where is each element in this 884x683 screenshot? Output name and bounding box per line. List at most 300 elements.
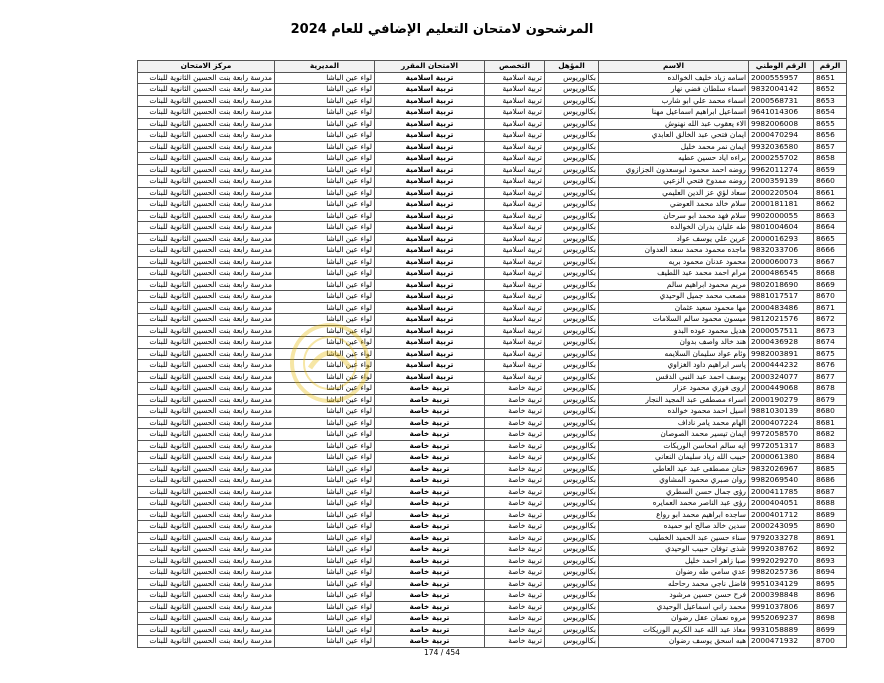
seq-cell: 8661 <box>814 187 847 199</box>
name-cell: سدين خالد صالح ابو حميده <box>599 521 749 533</box>
specialization-cell: تربية اسلامية <box>485 348 545 360</box>
seq-cell: 8652 <box>814 84 847 96</box>
seq-cell: 8678 <box>814 383 847 395</box>
qualification-cell: بكالوريوس <box>545 360 599 372</box>
exam-center-cell: مدرسة رابعة بنت الحسين الثانوية للبنات <box>138 72 275 84</box>
name-cell: روان صبري محمود المشاوي <box>599 475 749 487</box>
table-row <box>138 601 847 613</box>
exam-center-cell: مدرسة رابعة بنت الحسين الثانوية للبنات <box>138 486 275 498</box>
national-id-cell: 9881030139 <box>749 406 814 418</box>
table-row <box>138 222 847 234</box>
national-id-cell: 9982025736 <box>749 567 814 579</box>
exam-cell: تربية خاصة <box>375 475 485 487</box>
qualification-cell: بكالوريوس <box>545 337 599 349</box>
directorate-cell: لواء عين الباشا <box>275 337 375 349</box>
seq-cell: 8681 <box>814 417 847 429</box>
seq-cell: 8671 <box>814 302 847 314</box>
exam-center-cell: مدرسة رابعة بنت الحسين الثانوية للبنات <box>138 532 275 544</box>
exam-cell: تربية اسلامية <box>375 233 485 245</box>
specialization-cell: تربية خاصة <box>485 624 545 636</box>
seq-cell: 8677 <box>814 371 847 383</box>
national-id-cell: 2000470294 <box>749 130 814 142</box>
table-row <box>138 245 847 257</box>
exam-cell: تربية اسلامية <box>375 210 485 222</box>
seq-cell: 8690 <box>814 521 847 533</box>
specialization-cell: تربية خاصة <box>485 555 545 567</box>
specialization-cell: تربية خاصة <box>485 475 545 487</box>
directorate-cell: لواء عين الباشا <box>275 463 375 475</box>
exam-cell: تربية اسلامية <box>375 371 485 383</box>
qualification-cell: بكالوريوس <box>545 210 599 222</box>
directorate-cell: لواء عين الباشا <box>275 291 375 303</box>
name-cell: ماجده محمود محمد سعد العدوان <box>599 245 749 257</box>
exam-cell: تربية اسلامية <box>375 314 485 326</box>
name-cell: ياسر ابراهيم داود الغزاوي <box>599 360 749 372</box>
national-id-cell: 9801004604 <box>749 222 814 234</box>
directorate-cell: لواء عين الباشا <box>275 383 375 395</box>
exam-cell: تربية اسلامية <box>375 268 485 280</box>
table-row <box>138 118 847 130</box>
exam-center-cell: مدرسة رابعة بنت الحسين الثانوية للبنات <box>138 509 275 521</box>
directorate-cell: لواء عين الباشا <box>275 452 375 464</box>
specialization-cell: تربية اسلامية <box>485 268 545 280</box>
specialization-cell: تربية اسلامية <box>485 337 545 349</box>
name-cell: هند خالد واصف بدوان <box>599 337 749 349</box>
qualification-cell: بكالوريوس <box>545 590 599 602</box>
national-id-cell: 2000444232 <box>749 360 814 372</box>
table-row <box>138 394 847 406</box>
specialization-cell: تربية اسلامية <box>485 153 545 165</box>
page-title: المرشحون لامتحان التعليم الإضافي للعام 2024 <box>290 22 594 37</box>
qualification-cell: بكالوريوس <box>545 486 599 498</box>
table-row <box>138 187 847 199</box>
directorate-cell: لواء عين الباشا <box>275 417 375 429</box>
seq-cell: 8669 <box>814 279 847 291</box>
qualification-cell: بكالوريوس <box>545 440 599 452</box>
national-id-cell: 2000407224 <box>749 417 814 429</box>
table-row <box>138 406 847 418</box>
table-row <box>138 521 847 533</box>
exam-cell: تربية خاصة <box>375 452 485 464</box>
exam-cell: تربية خاصة <box>375 429 485 441</box>
specialization-cell: تربية خاصة <box>485 429 545 441</box>
exam-cell: تربية اسلامية <box>375 325 485 337</box>
table-row <box>138 279 847 291</box>
specialization-cell: تربية خاصة <box>485 406 545 418</box>
seq-cell: 8682 <box>814 429 847 441</box>
specialization-cell: تربية خاصة <box>485 463 545 475</box>
seq-cell: 8676 <box>814 360 847 372</box>
exam-center-cell: مدرسة رابعة بنت الحسين الثانوية للبنات <box>138 417 275 429</box>
exam-center-cell: مدرسة رابعة بنت الحسين الثانوية للبنات <box>138 187 275 199</box>
name-cell: سعاد لؤي عز الدين العليمي <box>599 187 749 199</box>
name-cell: روضه احمد محمود ابوسعدون الجزازوي <box>599 164 749 176</box>
name-cell: هبه اسحق يوسف رضوان <box>599 636 749 648</box>
table-row <box>138 291 847 303</box>
specialization-cell: تربية اسلامية <box>485 95 545 107</box>
specialization-cell: تربية اسلامية <box>485 176 545 188</box>
directorate-cell: لواء عين الباشا <box>275 567 375 579</box>
exam-cell: تربية اسلامية <box>375 107 485 119</box>
page-number: 174 / 454 <box>424 648 460 657</box>
specialization-cell: تربية خاصة <box>485 532 545 544</box>
table-row <box>138 72 847 84</box>
qualification-cell: بكالوريوس <box>545 95 599 107</box>
exam-center-cell: مدرسة رابعة بنت الحسين الثانوية للبنات <box>138 337 275 349</box>
exam-cell: تربية خاصة <box>375 578 485 590</box>
name-cell: يوسف احمد عبد النبي الدقس <box>599 371 749 383</box>
table-row <box>138 141 847 153</box>
national-id-cell: 9832026967 <box>749 463 814 475</box>
name-cell: طه عليان بدران الخوالده <box>599 222 749 234</box>
table-row <box>138 325 847 337</box>
exam-center-cell: مدرسة رابعة بنت الحسين الثانوية للبنات <box>138 521 275 533</box>
qualification-cell: بكالوريوس <box>545 256 599 268</box>
exam-cell: تربية خاصة <box>375 417 485 429</box>
name-cell: اسماء سلطان فضي نهار <box>599 84 749 96</box>
directorate-cell: لواء عين الباشا <box>275 222 375 234</box>
seq-cell: 8658 <box>814 153 847 165</box>
seq-cell: 8698 <box>814 613 847 625</box>
specialization-cell: تربية اسلامية <box>485 314 545 326</box>
table-row <box>138 176 847 188</box>
directorate-cell: لواء عين الباشا <box>275 406 375 418</box>
national-id-cell: 9991037806 <box>749 601 814 613</box>
national-id-cell: 9992038762 <box>749 544 814 556</box>
national-id-cell: 9982003891 <box>749 348 814 360</box>
directorate-cell: لواء عين الباشا <box>275 578 375 590</box>
table-row <box>138 578 847 590</box>
exam-cell: تربية اسلامية <box>375 302 485 314</box>
exam-cell: تربية اسلامية <box>375 176 485 188</box>
specialization-cell: تربية خاصة <box>485 417 545 429</box>
exam-cell: تربية خاصة <box>375 406 485 418</box>
exam-cell: تربية اسلامية <box>375 199 485 211</box>
table-row <box>138 475 847 487</box>
national-id-cell: 2000568731 <box>749 95 814 107</box>
qualification-cell: بكالوريوس <box>545 153 599 165</box>
national-id-cell: 9641014306 <box>749 107 814 119</box>
exam-center-cell: مدرسة رابعة بنت الحسين الثانوية للبنات <box>138 245 275 257</box>
national-id-cell: 2000016293 <box>749 233 814 245</box>
exam-center-cell: مدرسة رابعة بنت الحسين الثانوية للبنات <box>138 176 275 188</box>
exam-center-cell: مدرسة رابعة بنت الحسين الثانوية للبنات <box>138 314 275 326</box>
specialization-cell: تربية اسلامية <box>485 325 545 337</box>
name-cell: صبا زاهر احمد خليل <box>599 555 749 567</box>
name-cell: ايه سالم امحاسن الوريكات <box>599 440 749 452</box>
seq-cell: 8655 <box>814 118 847 130</box>
qualification-cell: بكالوريوس <box>545 187 599 199</box>
specialization-cell: تربية خاصة <box>485 383 545 395</box>
national-id-cell: 9832033706 <box>749 245 814 257</box>
qualification-cell: بكالوريوس <box>545 578 599 590</box>
qualification-cell: بكالوريوس <box>545 394 599 406</box>
exam-cell: تربية خاصة <box>375 440 485 452</box>
exam-center-cell: مدرسة رابعة بنت الحسين الثانوية للبنات <box>138 84 275 96</box>
specialization-cell: تربية خاصة <box>485 440 545 452</box>
specialization-cell: تربية اسلامية <box>485 245 545 257</box>
table-row <box>138 509 847 521</box>
seq-cell: 8672 <box>814 314 847 326</box>
exam-center-cell: مدرسة رابعة بنت الحسين الثانوية للبنات <box>138 141 275 153</box>
specialization-cell: تربية خاصة <box>485 590 545 602</box>
name-cell: روضه ممدوح فتحي الزعبي <box>599 176 749 188</box>
candidates-table <box>137 60 847 648</box>
directorate-cell: لواء عين الباشا <box>275 429 375 441</box>
directorate-cell: لواء عين الباشا <box>275 141 375 153</box>
exam-cell: تربية خاصة <box>375 532 485 544</box>
qualification-cell: بكالوريوس <box>545 72 599 84</box>
national-id-cell: 9982006008 <box>749 118 814 130</box>
table-row <box>138 164 847 176</box>
exam-cell: تربية اسلامية <box>375 130 485 142</box>
name-cell: اسامه زياد خليف الخوالده <box>599 72 749 84</box>
national-id-cell: 2000471932 <box>749 636 814 648</box>
directorate-cell: لواء عين الباشا <box>275 245 375 257</box>
exam-cell: تربية اسلامية <box>375 348 485 360</box>
exam-cell: تربية خاصة <box>375 601 485 613</box>
exam-center-cell: مدرسة رابعة بنت الحسين الثانوية للبنات <box>138 555 275 567</box>
table-row <box>138 498 847 510</box>
specialization-cell: تربية خاصة <box>485 613 545 625</box>
specialization-cell: تربية اسلامية <box>485 302 545 314</box>
table-row <box>138 452 847 464</box>
name-cell: حنان مصطفى عبد عيد العاطي <box>599 463 749 475</box>
exam-center-cell: مدرسة رابعة بنت الحسين الثانوية للبنات <box>138 567 275 579</box>
exam-center-cell: مدرسة رابعة بنت الحسين الثانوية للبنات <box>138 107 275 119</box>
national-id-cell: 9992029270 <box>749 555 814 567</box>
exam-cell: تربية اسلامية <box>375 164 485 176</box>
seq-cell: 8670 <box>814 291 847 303</box>
directorate-cell: لواء عين الباشا <box>275 486 375 498</box>
specialization-cell: تربية خاصة <box>485 578 545 590</box>
table-row <box>138 233 847 245</box>
exam-cell: تربية خاصة <box>375 567 485 579</box>
seq-cell: 8656 <box>814 130 847 142</box>
table-row <box>138 486 847 498</box>
qualification-cell: بكالوريوس <box>545 279 599 291</box>
seq-cell: 8693 <box>814 555 847 567</box>
exam-cell: تربية اسلامية <box>375 72 485 84</box>
exam-cell: تربية خاصة <box>375 383 485 395</box>
specialization-cell: تربية خاصة <box>485 486 545 498</box>
qualification-cell: بكالوريوس <box>545 371 599 383</box>
national-id-cell: 2000404051 <box>749 498 814 510</box>
name-cell: سلام خالد محمد العوضي <box>599 199 749 211</box>
directorate-cell: لواء عين الباشا <box>275 279 375 291</box>
exam-cell: تربية اسلامية <box>375 118 485 130</box>
seq-cell: 8668 <box>814 268 847 280</box>
national-id-cell: 9982069540 <box>749 475 814 487</box>
directorate-cell: لواء عين الباشا <box>275 590 375 602</box>
specialization-cell: تربية خاصة <box>485 544 545 556</box>
seq-cell: 8666 <box>814 245 847 257</box>
exam-cell: تربية اسلامية <box>375 337 485 349</box>
name-cell: اسماعيل ابراهيم اسماعيل مهنا <box>599 107 749 119</box>
national-id-cell: 2000243095 <box>749 521 814 533</box>
exam-cell: تربية اسلامية <box>375 222 485 234</box>
national-id-cell: 9932036580 <box>749 141 814 153</box>
exam-center-cell: مدرسة رابعة بنت الحسين الثانوية للبنات <box>138 130 275 142</box>
exam-center-cell: مدرسة رابعة بنت الحسين الثانوية للبنات <box>138 429 275 441</box>
directorate-cell: لواء عين الباشا <box>275 440 375 452</box>
national-id-cell: 2000181181 <box>749 199 814 211</box>
name-cell: سلام فهد محمد ابو سرحان <box>599 210 749 222</box>
directorate-cell: لواء عين الباشا <box>275 164 375 176</box>
name-cell: محمد راني اسماعيل الوحيدي <box>599 601 749 613</box>
specialization-cell: تربية خاصة <box>485 509 545 521</box>
qualification-cell: بكالوريوس <box>545 118 599 130</box>
seq-cell: 8659 <box>814 164 847 176</box>
national-id-cell: 9832004142 <box>749 84 814 96</box>
name-cell: وئام عواد سليمان السلايمه <box>599 348 749 360</box>
name-cell: براءه اياد حسين عطيه <box>599 153 749 165</box>
specialization-cell: تربية اسلامية <box>485 164 545 176</box>
directorate-cell: لواء عين الباشا <box>275 521 375 533</box>
national-id-cell: 9802018690 <box>749 279 814 291</box>
name-cell: ميسون محمود سالم السلامات <box>599 314 749 326</box>
directorate-cell: لواء عين الباشا <box>275 532 375 544</box>
qualification-cell: بكالوريوس <box>545 555 599 567</box>
table-row <box>138 417 847 429</box>
national-id-cell: 2000061380 <box>749 452 814 464</box>
specialization-cell: تربية خاصة <box>485 567 545 579</box>
national-id-cell: 2000190279 <box>749 394 814 406</box>
qualification-cell: بكالوريوس <box>545 176 599 188</box>
exam-center-cell: مدرسة رابعة بنت الحسين الثانوية للبنات <box>138 636 275 648</box>
column-header-directorate: المديرية <box>275 61 375 73</box>
exam-cell: تربية اسلامية <box>375 95 485 107</box>
directorate-cell: لواء عين الباشا <box>275 210 375 222</box>
exam-cell: تربية خاصة <box>375 613 485 625</box>
national-id-cell: 9951034129 <box>749 578 814 590</box>
exam-cell: تربية اسلامية <box>375 279 485 291</box>
national-id-cell: 2000359139 <box>749 176 814 188</box>
national-id-cell: 2000483486 <box>749 302 814 314</box>
seq-cell: 8657 <box>814 141 847 153</box>
seq-cell: 8688 <box>814 498 847 510</box>
exam-center-cell: مدرسة رابعة بنت الحسين الثانوية للبنات <box>138 475 275 487</box>
qualification-cell: بكالوريوس <box>545 544 599 556</box>
directorate-cell: لواء عين الباشا <box>275 72 375 84</box>
specialization-cell: تربية اسلامية <box>485 118 545 130</box>
national-id-cell: 2000060073 <box>749 256 814 268</box>
qualification-cell: بكالوريوس <box>545 601 599 613</box>
table-row <box>138 613 847 625</box>
exam-center-cell: مدرسة رابعة بنت الحسين الثانوية للبنات <box>138 371 275 383</box>
column-header-national-id: الرقم الوطني <box>749 61 814 73</box>
name-cell: ايمان تيسير محمد الصوصان <box>599 429 749 441</box>
table-row <box>138 153 847 165</box>
national-id-cell: 9962011274 <box>749 164 814 176</box>
qualification-cell: بكالوريوس <box>545 199 599 211</box>
table-row <box>138 348 847 360</box>
qualification-cell: بكالوريوس <box>545 452 599 464</box>
directorate-cell: لواء عين الباشا <box>275 601 375 613</box>
seq-cell: 8691 <box>814 532 847 544</box>
seq-cell: 8663 <box>814 210 847 222</box>
column-header-exam-center: مركز الامتحان <box>138 61 275 73</box>
table-row <box>138 636 847 648</box>
national-id-cell: 2000220504 <box>749 187 814 199</box>
exam-center-cell: مدرسة رابعة بنت الحسين الثانوية للبنات <box>138 164 275 176</box>
qualification-cell: بكالوريوس <box>545 268 599 280</box>
exam-cell: تربية خاصة <box>375 498 485 510</box>
exam-center-cell: مدرسة رابعة بنت الحسين الثانوية للبنات <box>138 440 275 452</box>
exam-center-cell: مدرسة رابعة بنت الحسين الثانوية للبنات <box>138 279 275 291</box>
national-id-cell: 9952069237 <box>749 613 814 625</box>
exam-center-cell: مدرسة رابعة بنت الحسين الثانوية للبنات <box>138 394 275 406</box>
exam-cell: تربية خاصة <box>375 544 485 556</box>
qualification-cell: بكالوريوس <box>545 498 599 510</box>
exam-cell: تربية خاصة <box>375 521 485 533</box>
table-row <box>138 107 847 119</box>
national-id-cell: 2000057511 <box>749 325 814 337</box>
directorate-cell: لواء عين الباشا <box>275 233 375 245</box>
directorate-cell: لواء عين الباشا <box>275 371 375 383</box>
directorate-cell: لواء عين الباشا <box>275 153 375 165</box>
exam-center-cell: مدرسة رابعة بنت الحسين الثانوية للبنات <box>138 118 275 130</box>
seq-cell: 8665 <box>814 233 847 245</box>
directorate-cell: لواء عين الباشا <box>275 302 375 314</box>
name-cell: ساجده ابراهيم محمد ابو رواع <box>599 509 749 521</box>
directorate-cell: لواء عين الباشا <box>275 360 375 372</box>
name-cell: مصعب محمد جميل الوحيدي <box>599 291 749 303</box>
directorate-cell: لواء عين الباشا <box>275 130 375 142</box>
table-row <box>138 624 847 636</box>
specialization-cell: تربية اسلامية <box>485 291 545 303</box>
qualification-cell: بكالوريوس <box>545 417 599 429</box>
table-row <box>138 371 847 383</box>
table-row <box>138 84 847 96</box>
qualification-cell: بكالوريوس <box>545 233 599 245</box>
name-cell: الهام محمد يامر ناداف <box>599 417 749 429</box>
directorate-cell: لواء عين الباشا <box>275 199 375 211</box>
qualification-cell: بكالوريوس <box>545 429 599 441</box>
table-row <box>138 429 847 441</box>
seq-cell: 8694 <box>814 567 847 579</box>
qualification-cell: بكالوريوس <box>545 613 599 625</box>
seq-cell: 8699 <box>814 624 847 636</box>
exam-center-cell: مدرسة رابعة بنت الحسين الثانوية للبنات <box>138 463 275 475</box>
seq-cell: 8675 <box>814 348 847 360</box>
exam-center-cell: مدرسة رابعة بنت الحسين الثانوية للبنات <box>138 233 275 245</box>
table-row <box>138 199 847 211</box>
table-row <box>138 256 847 268</box>
table-row <box>138 590 847 602</box>
qualification-cell: بكالوريوس <box>545 624 599 636</box>
name-cell: ايمان فتحي عبد الخالق العابدي <box>599 130 749 142</box>
seq-cell: 8653 <box>814 95 847 107</box>
directorate-cell: لواء عين الباشا <box>275 187 375 199</box>
directorate-cell: لواء عين الباشا <box>275 394 375 406</box>
name-cell: فرح حسن حسين مرشود <box>599 590 749 602</box>
seq-cell: 8683 <box>814 440 847 452</box>
national-id-cell: 9902000055 <box>749 210 814 222</box>
national-id-cell: 2000555957 <box>749 72 814 84</box>
name-cell: ايمان نمر محمد خليل <box>599 141 749 153</box>
national-id-cell: 9972058570 <box>749 429 814 441</box>
qualification-cell: بكالوريوس <box>545 383 599 395</box>
national-id-cell: 2000398848 <box>749 590 814 602</box>
directorate-cell: لواء عين الباشا <box>275 348 375 360</box>
qualification-cell: بكالوريوس <box>545 463 599 475</box>
specialization-cell: تربية اسلامية <box>485 222 545 234</box>
name-cell: معاذ عبد الله عبد الكريم الوريكات <box>599 624 749 636</box>
qualification-cell: بكالوريوس <box>545 348 599 360</box>
name-cell: مرام احمد محمد عبد اللطيف <box>599 268 749 280</box>
national-id-cell: 9931058889 <box>749 624 814 636</box>
